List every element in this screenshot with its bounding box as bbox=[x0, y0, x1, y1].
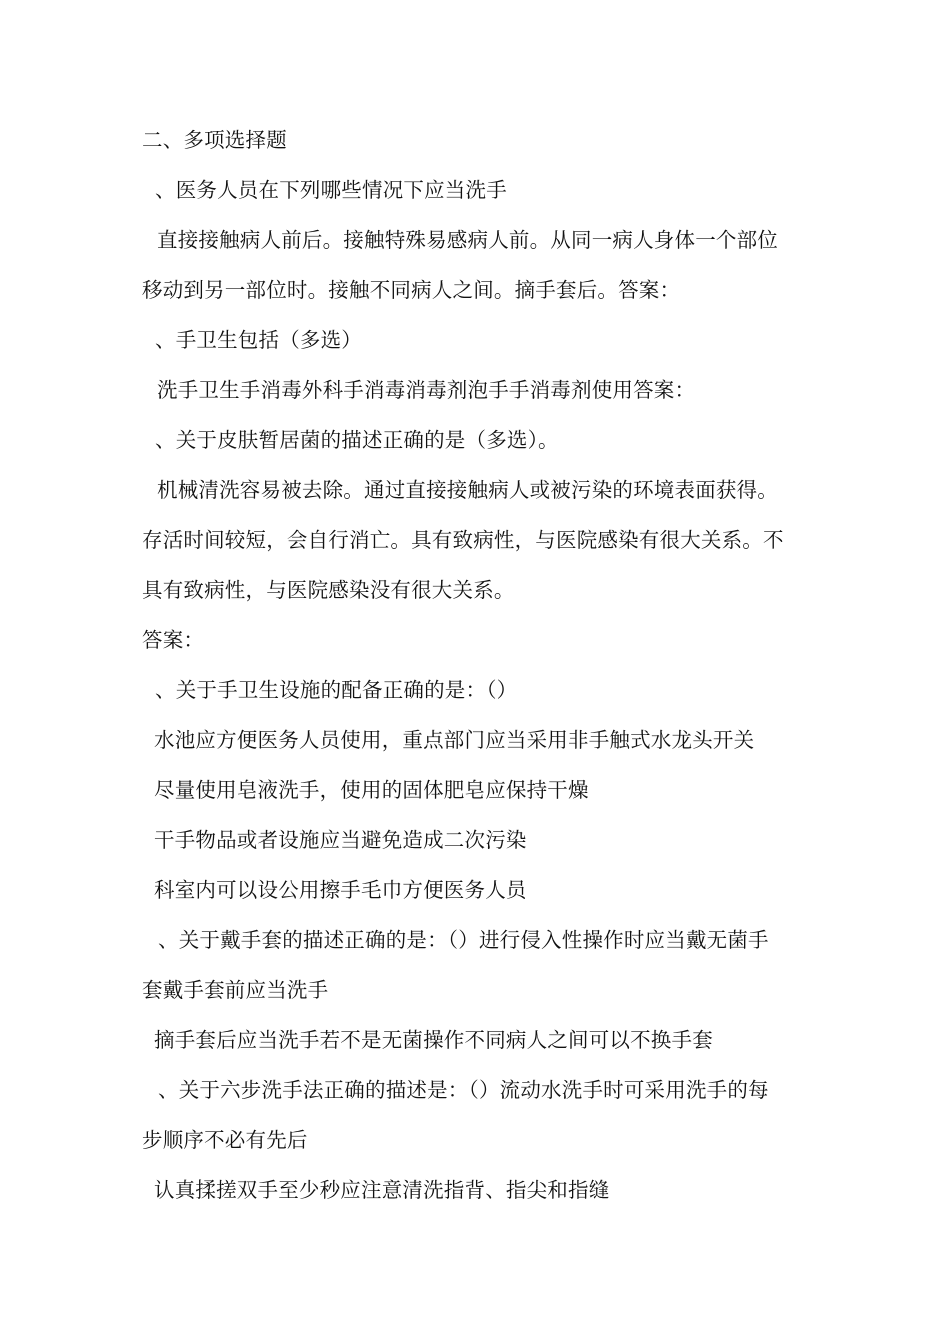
question-5-line-2: 套戴手套前应当洗手 bbox=[142, 978, 329, 1002]
question-2: 、手卫生包括（多选） bbox=[155, 328, 362, 352]
question-5-option: 摘手套后应当洗手若不是无菌操作不同病人之间可以不换手套 bbox=[154, 1028, 713, 1052]
question-4-option-1: 水池应方便医务人员使用，重点部门应当采用非手触式水龙头开关 bbox=[154, 728, 755, 752]
question-1: 、医务人员在下列哪些情况下应当洗手 bbox=[155, 178, 507, 202]
question-6-line-1: 、关于六步洗手法正确的描述是：（）流动水洗手时可采用洗手的每 bbox=[158, 1078, 769, 1102]
question-3-options-line-1: 机械清洗容易被去除。通过直接接触病人或被污染的环境表面获得。 bbox=[157, 478, 778, 502]
section-heading: 二、多项选择题 bbox=[142, 128, 287, 152]
question-1-options-line-1: 直接接触病人前后。接触特殊易感病人前。从同一病人身体一个部位 bbox=[157, 228, 778, 252]
question-4: 、关于手卫生设施的配备正确的是：（） bbox=[155, 678, 518, 702]
question-5-line-1: 、关于戴手套的描述正确的是：（）进行侵入性操作时应当戴无菌手 bbox=[158, 928, 769, 952]
question-3: 、关于皮肤暂居菌的描述正确的是（多选）。 bbox=[155, 428, 559, 452]
question-6-line-2: 步顺序不必有先后 bbox=[142, 1128, 308, 1152]
question-2-options: 洗手卫生手消毒外科手消毒消毒剂泡手手消毒剂使用答案： bbox=[157, 378, 696, 402]
question-3-options-line-2: 存活时间较短，会自行消亡。具有致病性，与医院感染有很大关系。不 bbox=[142, 528, 784, 552]
question-1-options-line-2: 移动到另一部位时。接触不同病人之间。摘手套后。答案： bbox=[142, 278, 681, 302]
answer-label: 答案： bbox=[142, 628, 205, 652]
question-3-options-line-3: 具有致病性，与医院感染没有很大关系。 bbox=[142, 578, 515, 602]
question-4-option-2: 尽量使用皂液洗手，使用的固体肥皂应保持干燥 bbox=[154, 778, 589, 802]
question-4-option-4: 科室内可以设公用擦手毛巾方便医务人员 bbox=[154, 878, 527, 902]
question-4-option-3: 干手物品或者设施应当避免造成二次污染 bbox=[154, 828, 527, 852]
question-6-option: 认真揉搓双手至少秒应注意清洗指背、指尖和指缝 bbox=[154, 1178, 610, 1202]
